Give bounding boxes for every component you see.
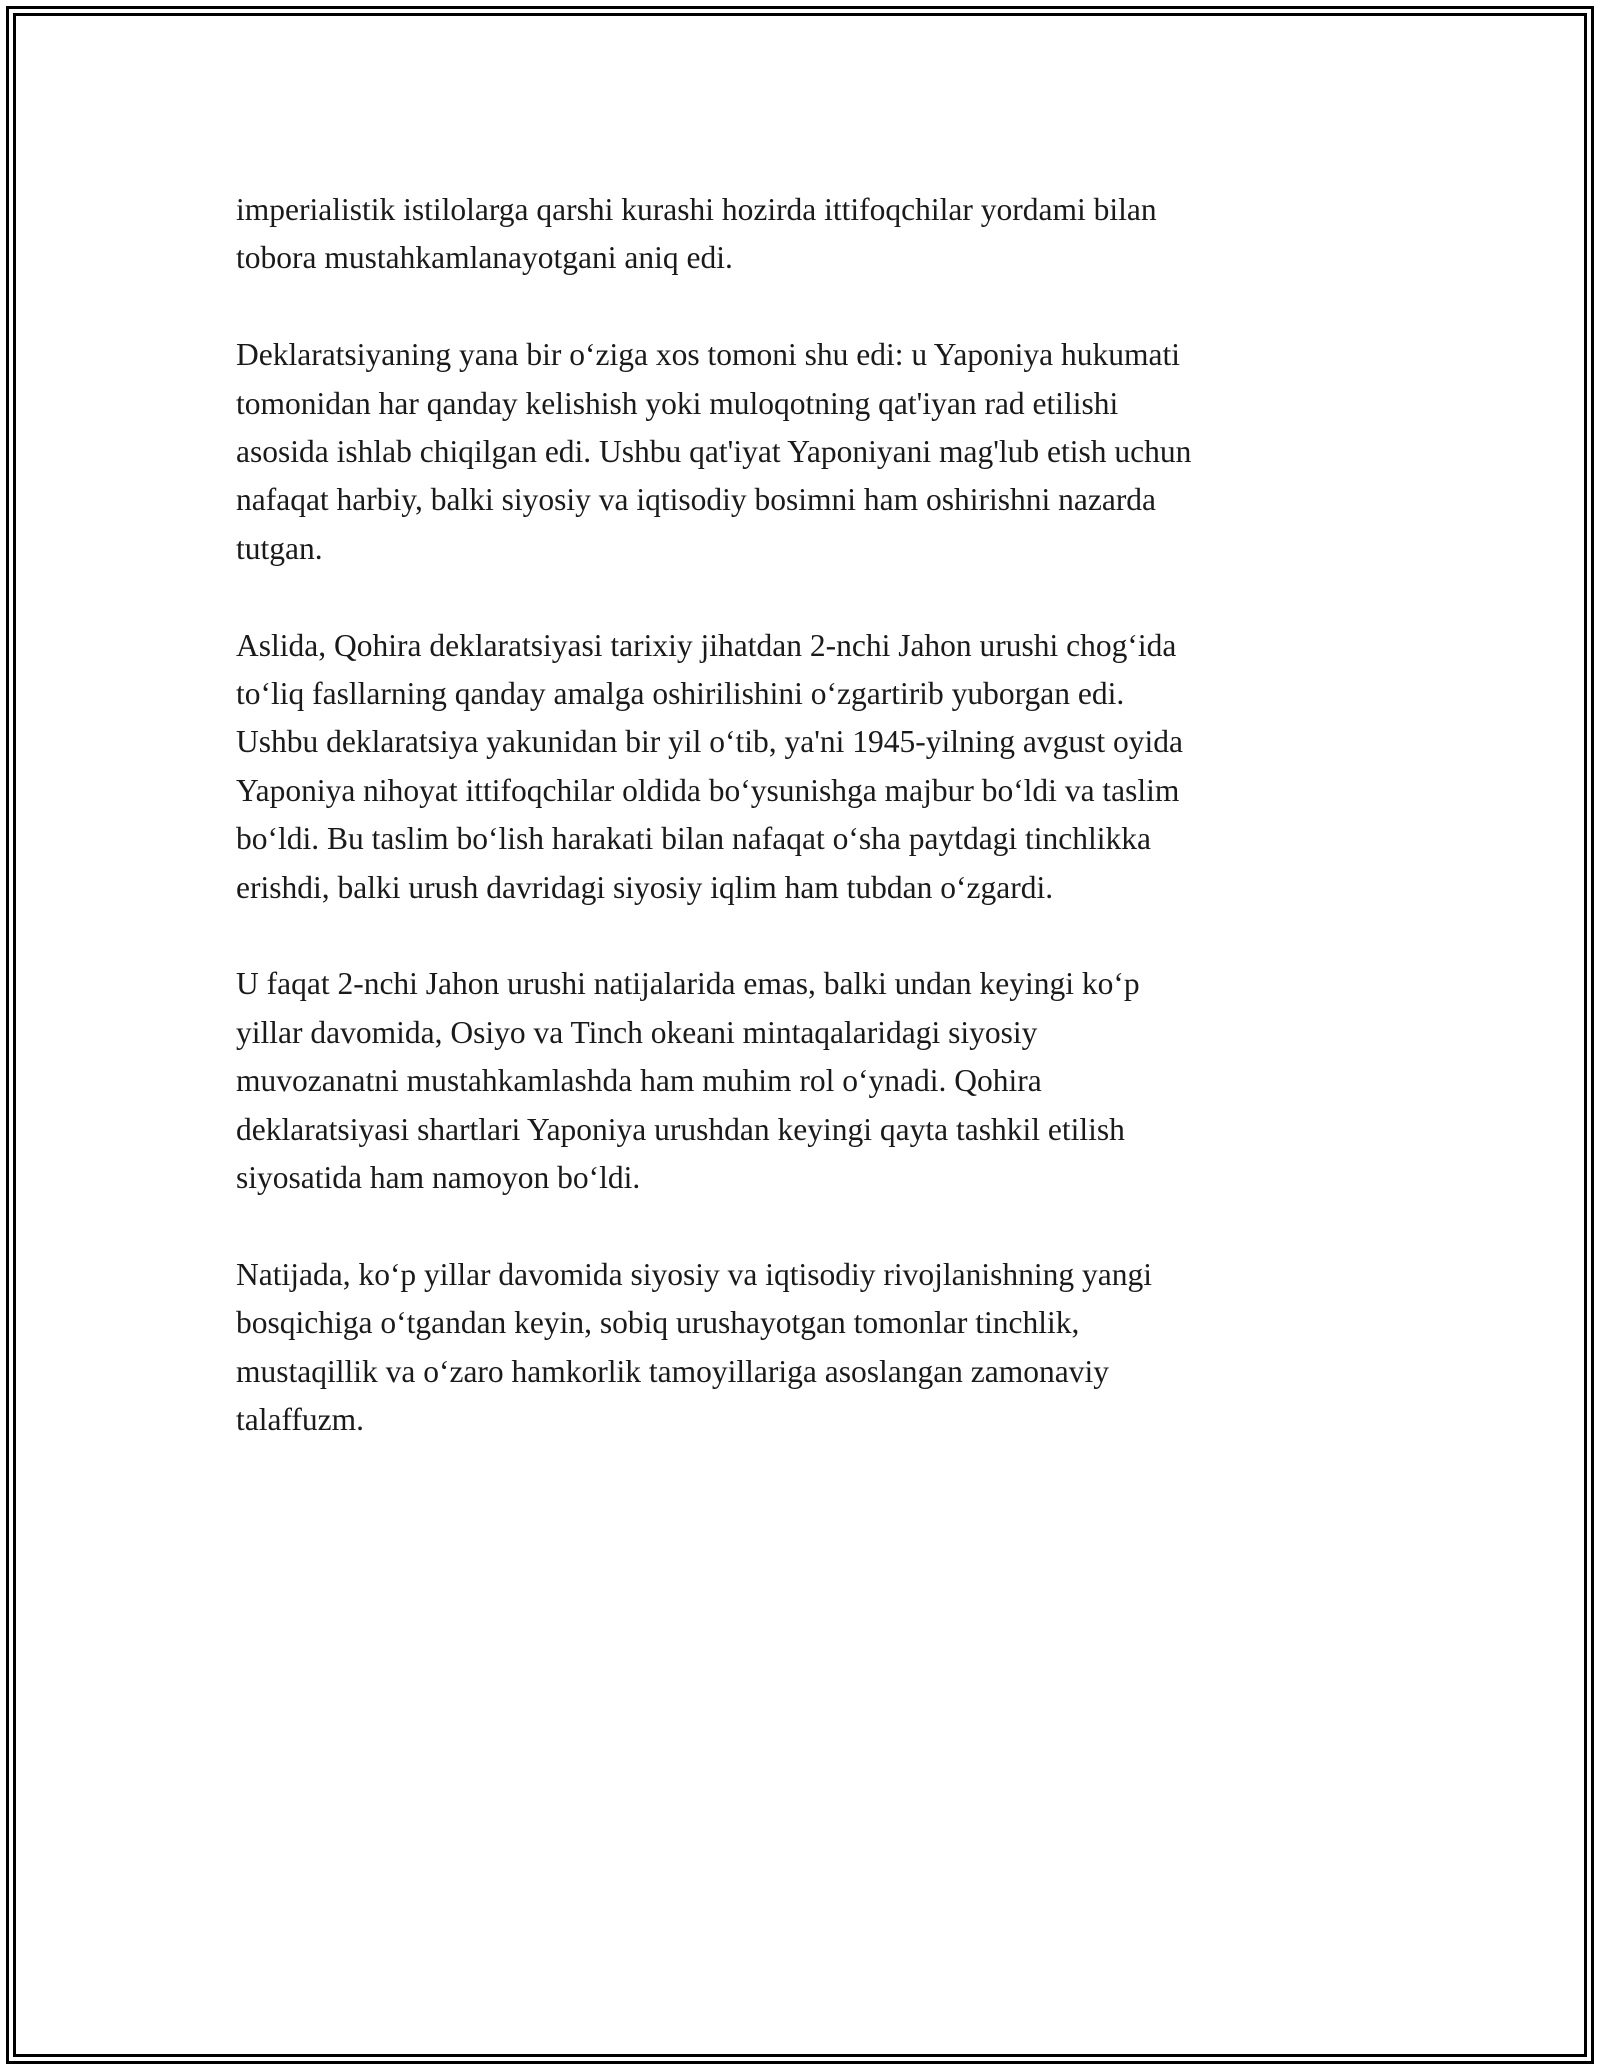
text-line: bo‘ldi. Bu taslim bo‘lish harakati bilan nafaqat o‘sha paytdagi tinchlikka bbox=[236, 821, 1152, 857]
text-line: Deklaratsiyaning yana bir o‘ziga xos tomoni shu edi: u Yaponiya hukumati bbox=[236, 337, 1180, 373]
text-line: asosida ishlab chiqilgan edi. Ushbu qat'iyat Yaponiyani mag'lub etish uchun bbox=[236, 434, 1192, 470]
text-line: erishdi, balki urush davridagi siyosiy iqlim ham tubdan o‘zgardi. bbox=[236, 869, 1054, 905]
text-line: Yaponiya nihoyat ittifoqchilar oldida bo‘ysunishga majbur bo‘ldi va taslim bbox=[236, 772, 1180, 808]
text-line: to‘liq fasllarning qanday amalga oshirilishini o‘zgartirib yuborgan edi. bbox=[236, 676, 1125, 712]
paragraph-4 bbox=[236, 960, 1366, 1202]
text-line: Natijada, ko‘p yillar davomida siyosiy va iqtisodiy rivojlanishning yangi bbox=[236, 1256, 1152, 1292]
document-body bbox=[236, 186, 1366, 1445]
text-line: deklaratsiyasi shartlari Yaponiya urushdan keyingi qayta tashkil etilish bbox=[236, 1111, 1125, 1147]
text-line: bosqichiga o‘tgandan keyin, sobiq urushayotgan tomonlar tinchlik, bbox=[236, 1305, 1080, 1341]
text-line: Aslida, Qohira deklaratsiyasi tarixiy jihatdan 2-nchi Jahon urushi chog‘ida bbox=[236, 627, 1177, 663]
text-line: nafaqat harbiy, balki siyosiy va iqtisodiy bosimni ham oshirishni nazarda bbox=[236, 482, 1157, 518]
text-line: U faqat 2-nchi Jahon urushi natijalarida emas, balki undan keyingi ko‘p bbox=[236, 966, 1140, 1002]
text-line: Ushbu deklaratsiya yakunidan bir yil o‘tib, ya'ni 1945-yilning avgust oyida bbox=[236, 724, 1184, 760]
text-line: talaffuzm. bbox=[236, 1402, 364, 1438]
text-line: imperialistik istilolarga qarshi kurashi hozirda ittifoqchilar yordami bilan bbox=[236, 192, 1157, 227]
paragraph-5 bbox=[236, 1251, 1366, 1445]
text-line: yillar davomida, Osiyo va Tinch okeani mintaqalaridagi siyosiy bbox=[236, 1014, 1038, 1050]
text-line: muvozanatni mustahkamlashda ham muhim rol o‘ynadi. Qohira bbox=[236, 1063, 1042, 1099]
text-line: tutgan. bbox=[236, 530, 323, 566]
paragraph-2 bbox=[236, 331, 1366, 573]
paragraph-3 bbox=[236, 622, 1366, 912]
text-line: tobora mustahkamlanayotgani aniq edi. bbox=[236, 240, 733, 276]
text-line: tomonidan har qanday kelishish yoki muloqotning qat'iyan rad etilishi bbox=[236, 385, 1119, 421]
text-line: siyosatida ham namoyon bo‘ldi. bbox=[236, 1160, 641, 1196]
paragraph-1 bbox=[236, 186, 1366, 283]
text-line: mustaqillik va o‘zaro hamkorlik tamoyillariga asoslangan zamonaviy bbox=[236, 1353, 1110, 1389]
